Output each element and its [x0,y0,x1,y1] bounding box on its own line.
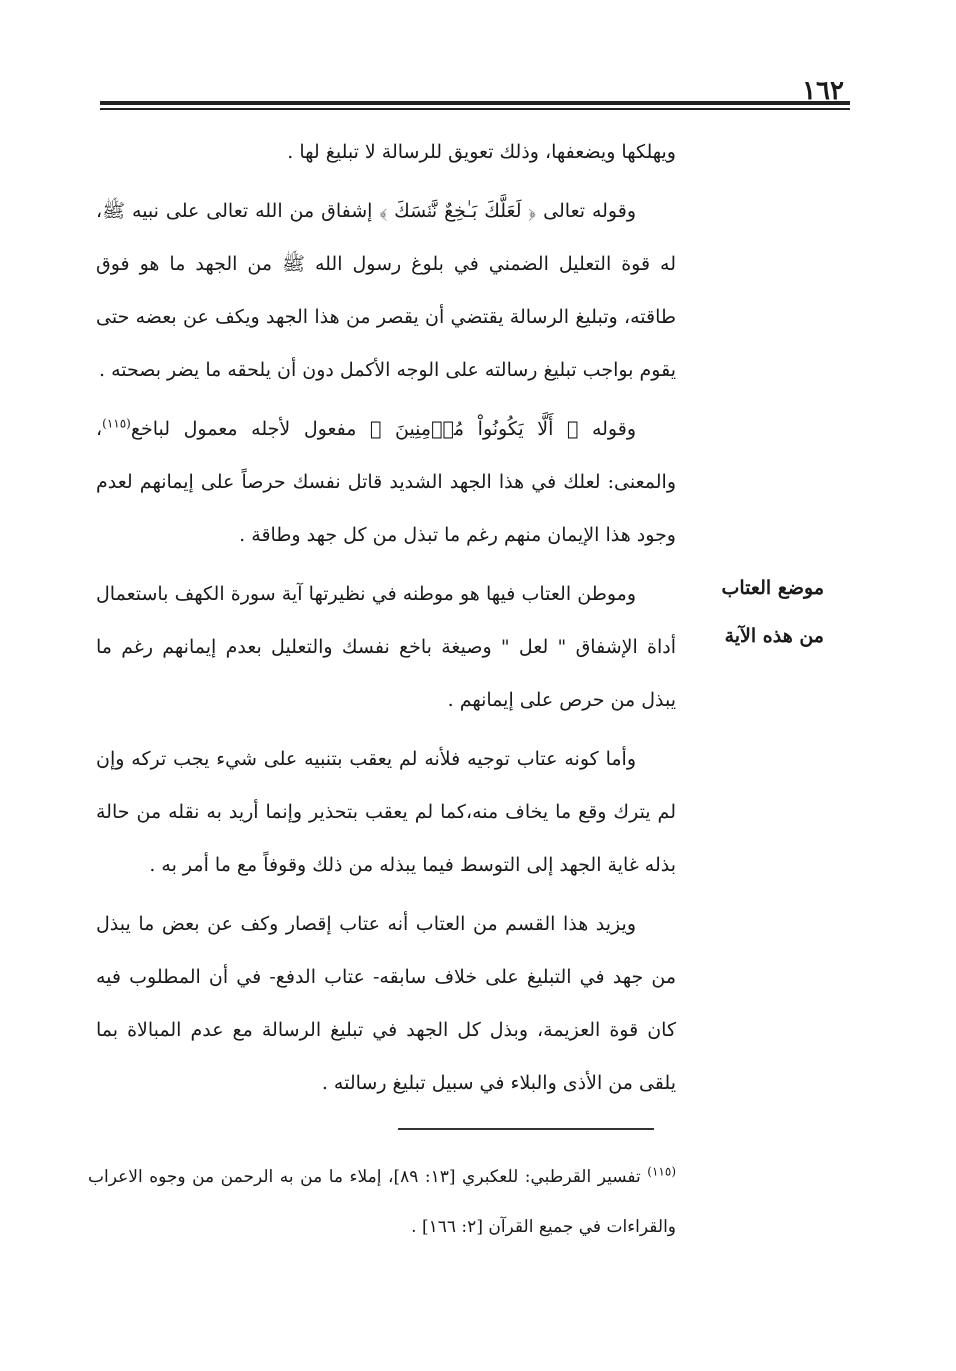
paragraph-6: ويزيد هذا القسم من العتاب أنه عتاب إقصار وكف عن بعض ما يبذل من جهد في التبليغ على خلاف سابقه- عتاب الدفع- في أن المطلوب فيه كان قوة العزيمة، وبذل كل الجهد في تبليغ الرسالة مع عدم المبالاة بما يلقى من الأذى والبلاء في سبيل تبليغ رسالته . [96,913,676,1094]
footnote-text: تفسير القرطبي: للعكبري [١٣: ٨٩]، إملاء ما من به الرحمن من وجوه الاعراب والقراءات في جميع القرآن [٢: ١٦٦] . [88,1167,676,1237]
main-text [96,126,676,1110]
footnote-reference: (١١٥) [102,416,131,431]
margin-note-line-2: من هذه الآية [724,625,824,647]
margin-note [704,564,824,660]
footnote [88,1152,676,1252]
footnote-mark: (١١٥) [647,1164,676,1179]
page-number: ١٦٢ [802,76,844,106]
paragraph-1: ويهلكها ويضعفها، وذلك تعويق للرسالة لا تبليغ لها . [287,141,676,163]
paragraph-2: وقوله تعالى ﴿ لَعَلَّكَ بَـٰخِعٌ نَّفۡسَكَ ﴾ إشفاق من الله تعالى على نبيه ﷺ، له قوة التعليل الضمني في بلوغ رسول الله ﷺ من الجهد ما هو فوق طاقته، وتبليغ الرسالة يقتضي أن يقصر من هذا الجهد ويكف عن بعضه حتى يقوم بواجب تبليغ رسالته على الوجه الأكمل دون أن يلحقه ما يضر بصحته . [96,200,676,381]
footnote-rule [398,1128,654,1130]
paragraph-4: وموطن العتاب فيها هو موطنه في نظيرتها آية سورة الكهف باستعمال أداة الإشفاق " لعل " وصيغة باخع نفسك والتعليل بعدم إيمانهم رغم ما يبذل من حرص على إيمانهم . [96,583,676,711]
margin-note-line-1: موضع العتاب [721,577,824,599]
paragraph-3: وقوله ﴿ أَلَّا يَكُونُواْ مُؤۡمِنِينَ ﴾ مفعول لأجله معمول لباخع$^{(١١٥)}$، والمعنى: لعلك في هذا الجهد الشديد قاتل نفسك حرصاً على إيمانهم لعدم وجود هذا الإيمان منهم رغم ما تبذل من كل جهد وطاقة . [96,416,676,546]
header-rule [100,101,850,110]
paragraph-5: وأما كونه عتاب توجيه فلأنه لم يعقب بتنبيه على شيء يجب تركه وإن لم يترك وقع ما يخاف منه،كما لم يعقب بتحذير وإنما أريد به نقله من حالة بذله غاية الجهد إلى التوسط فيما يبذله من ذلك وقوفاً مع ما أمر به . [96,748,676,876]
